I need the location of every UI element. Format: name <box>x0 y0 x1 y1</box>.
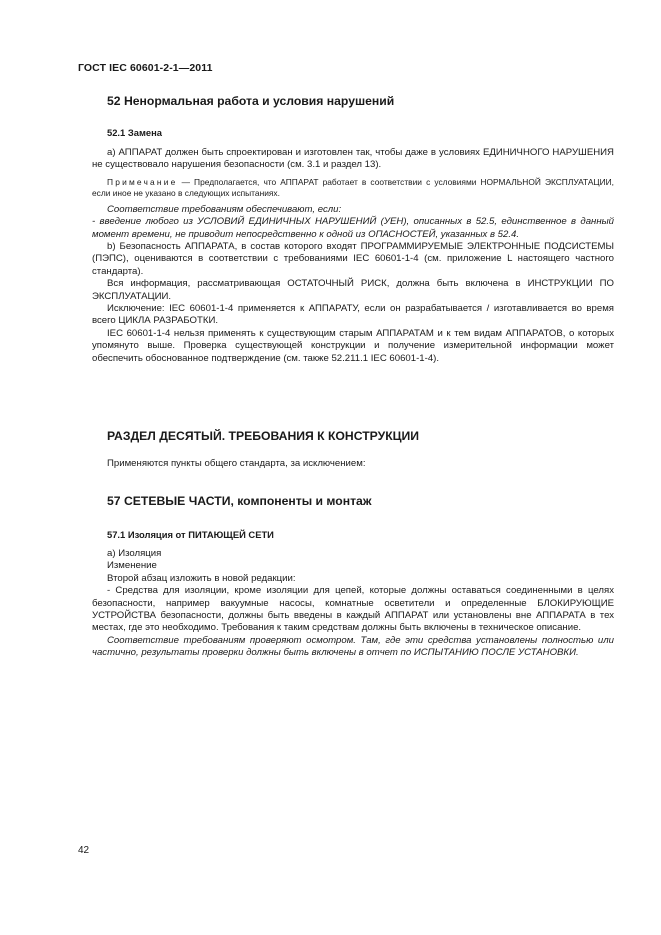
paragraph: а) АППАРАТ должен быть спроектирован и изготовлен так, чтобы даже в условиях ЕДИНИЧНОГО НАРУШЕНИЯ не существовало нарушения безопасности (см. 3.1 и раздел 13). <box>92 147 614 171</box>
section-52-body <box>92 147 614 365</box>
list-line: Изменение <box>107 560 157 572</box>
compliance-paragraph: Соответствие требованиям проверяют осмотром. Там, где эти средства установлены полностью или частично, результаты проверки должны быть включены в отчет по ИСПЫТАНИЮ ПОСЛЕ УСТАНОВКИ. <box>92 634 614 659</box>
paragraph: Исключение: IEC 60601-1-4 применяется к АППАРАТУ, если он разрабатывается / изготавливается во время всего ЦИКЛА РАЗРАБОТКИ. <box>92 303 614 327</box>
section-52-heading: 52 Ненормальная работа и условия нарушений <box>107 94 395 108</box>
note-text: — Предполагается, что АППАРАТ работает в соответствии с условиями НОРМАЛЬНОЙ ЭКСПЛУАТАЦИИ, если иное не указано в следующих испытаниях. <box>92 176 614 198</box>
paragraph: Применяются пункты общего стандарта, за исключением: <box>107 458 366 469</box>
compliance-lead: Соответствие требованиям обеспечивают, если: <box>107 203 342 215</box>
compliance-item: - введение любого из УСЛОВИЙ ЕДИНИЧНЫХ НАРУШЕНИЙ (УЕН), описанных в 52.5, единственное в данный момент времени, не приводит непосредственно к одной из ОПАСНОСТЕЙ, указанных в 52.4. <box>92 216 614 240</box>
section-57-body <box>92 548 614 660</box>
paragraph: b) Безопасность АППАРАТА, в состав которого входят ПРОГРАММИРУЕМЫЕ ЭЛЕКТРОННЫЕ ПОДСИСТЕМЫ (ПЭПС), оцениваются в соответствии с требованиями IEC 60601-1-4 (см. приложение L настоящего частного стандарта). <box>92 241 614 277</box>
paragraph: IEC 60601-1-4 нельзя применять к существующим старым АППАРАТАМ и к тем видам АППАРАТОВ, о которых упомянуто выше. Проверка существующей конструкции и получение измерительной информации может обеспечить обоснованное подтверждение (см. также 52.211.1 IEC 60601-1-4). <box>92 327 614 364</box>
paragraph: Вся информация, рассматривающая ОСТАТОЧНЫЙ РИСК, должна быть включена в ИНСТРУКЦИИ ПО ЭКСПЛУАТАЦИИ. <box>92 278 614 302</box>
note-label: Примечание <box>107 176 178 187</box>
note-paragraph <box>92 177 614 199</box>
page-number: 42 <box>78 845 90 856</box>
subsection-52-1-heading: 52.1 Замена <box>107 127 162 138</box>
part-10-body <box>92 458 614 470</box>
section-57-heading: 57 СЕТЕВЫЕ ЧАСТИ, компоненты и монтаж <box>107 494 372 508</box>
subsection-57-1-heading: 57.1 Изоляция от ПИТАЮЩЕЙ СЕТИ <box>107 529 274 540</box>
list-line: а) Изоляция <box>107 548 162 559</box>
part-10-heading: РАЗДЕЛ ДЕСЯТЫЙ. ТРЕБОВАНИЯ К КОНСТРУКЦИИ <box>107 429 420 443</box>
running-header: ГОСТ IEC 60601-2-1—2011 <box>78 62 213 74</box>
paragraph: - Средства для изоляции, кроме изоляции для цепей, которые должны оставаться соединенными в целях безопасности, например вакуумные насосы, комнатные осветители и определенные БЛОКИРУЮЩИЕ УСТРОЙСТВА безопасности, должны быть введены в каждый АППАРАТ или установлены вне АППАРАТА в тех местах, где это необходимо. Требования к таким средствам должны быть включены в техническое описание. <box>92 585 614 634</box>
list-line: Второй абзац изложить в новой редакции: <box>107 572 296 584</box>
